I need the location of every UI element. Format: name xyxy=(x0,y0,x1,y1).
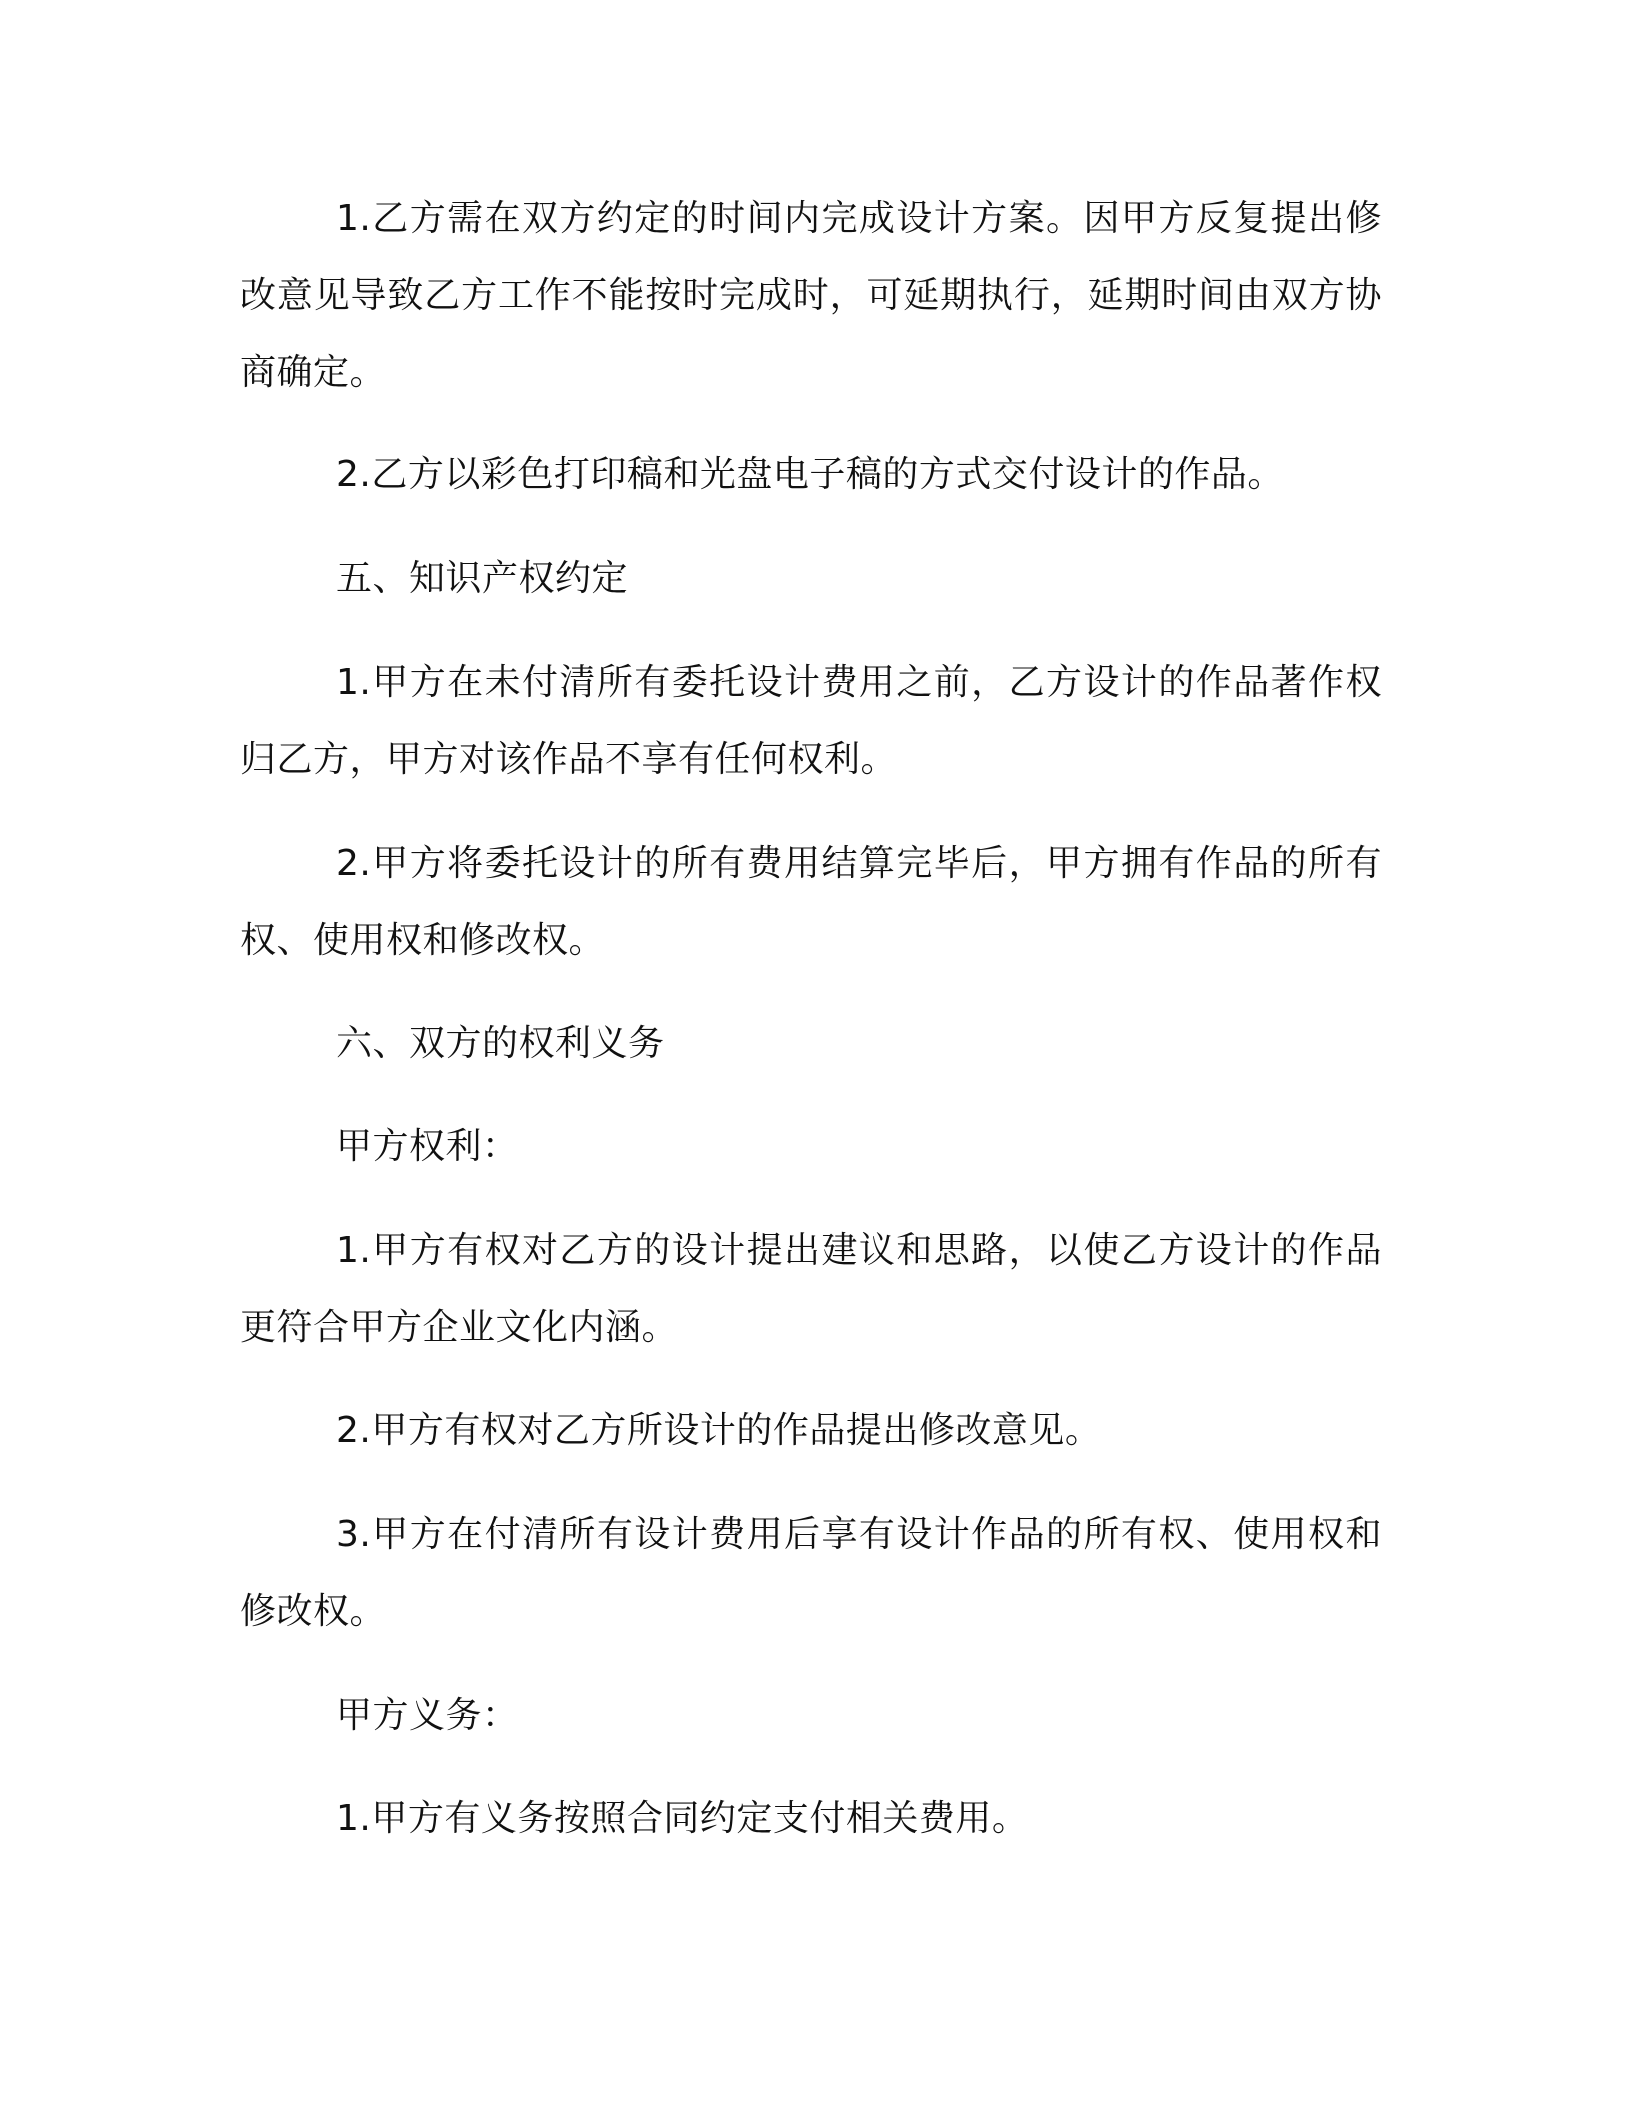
subheading-party-a-rights: 甲方权利： xyxy=(336,1126,519,1167)
paragraph-design-deadline: 1.乙方需在双方约定的时间内完成设计方案。因甲方反复提出修改意见导致乙方工作不能按时完成时，可延期执行，延期时间由双方协商确定。 xyxy=(240,198,1382,393)
paragraph-right-suggestions: 1.甲方有权对乙方的设计提出建议和思路，以使乙方设计的作品更符合甲方企业文化内涵。 xyxy=(240,1230,1382,1348)
subheading-party-a-obligations: 甲方义务： xyxy=(336,1695,519,1736)
paragraph-obligation-payment: 1.甲方有义务按照合同约定支付相关费用。 xyxy=(336,1798,1029,1839)
section-heading-rights-obligations: 六、双方的权利义务 xyxy=(336,1023,665,1064)
paragraph-ip-after-payment: 2.甲方将委托设计的所有费用结算完毕后，甲方拥有作品的所有权、使用权和修改权。 xyxy=(240,843,1382,961)
paragraph-right-revisions: 2.甲方有权对乙方所设计的作品提出修改意见。 xyxy=(336,1410,1102,1451)
section-heading-ip: 五、知识产权约定 xyxy=(336,558,629,599)
paragraph-ip-before-payment: 1.甲方在未付清所有委托设计费用之前，乙方设计的作品著作权归乙方，甲方对该作品不享有任何权利。 xyxy=(240,662,1382,780)
paragraph-right-ownership: 3.甲方在付清所有设计费用后享有设计作品的所有权、使用权和修改权。 xyxy=(240,1514,1382,1632)
paragraph-delivery-method: 2.乙方以彩色打印稿和光盘电子稿的方式交付设计的作品。 xyxy=(336,454,1284,495)
